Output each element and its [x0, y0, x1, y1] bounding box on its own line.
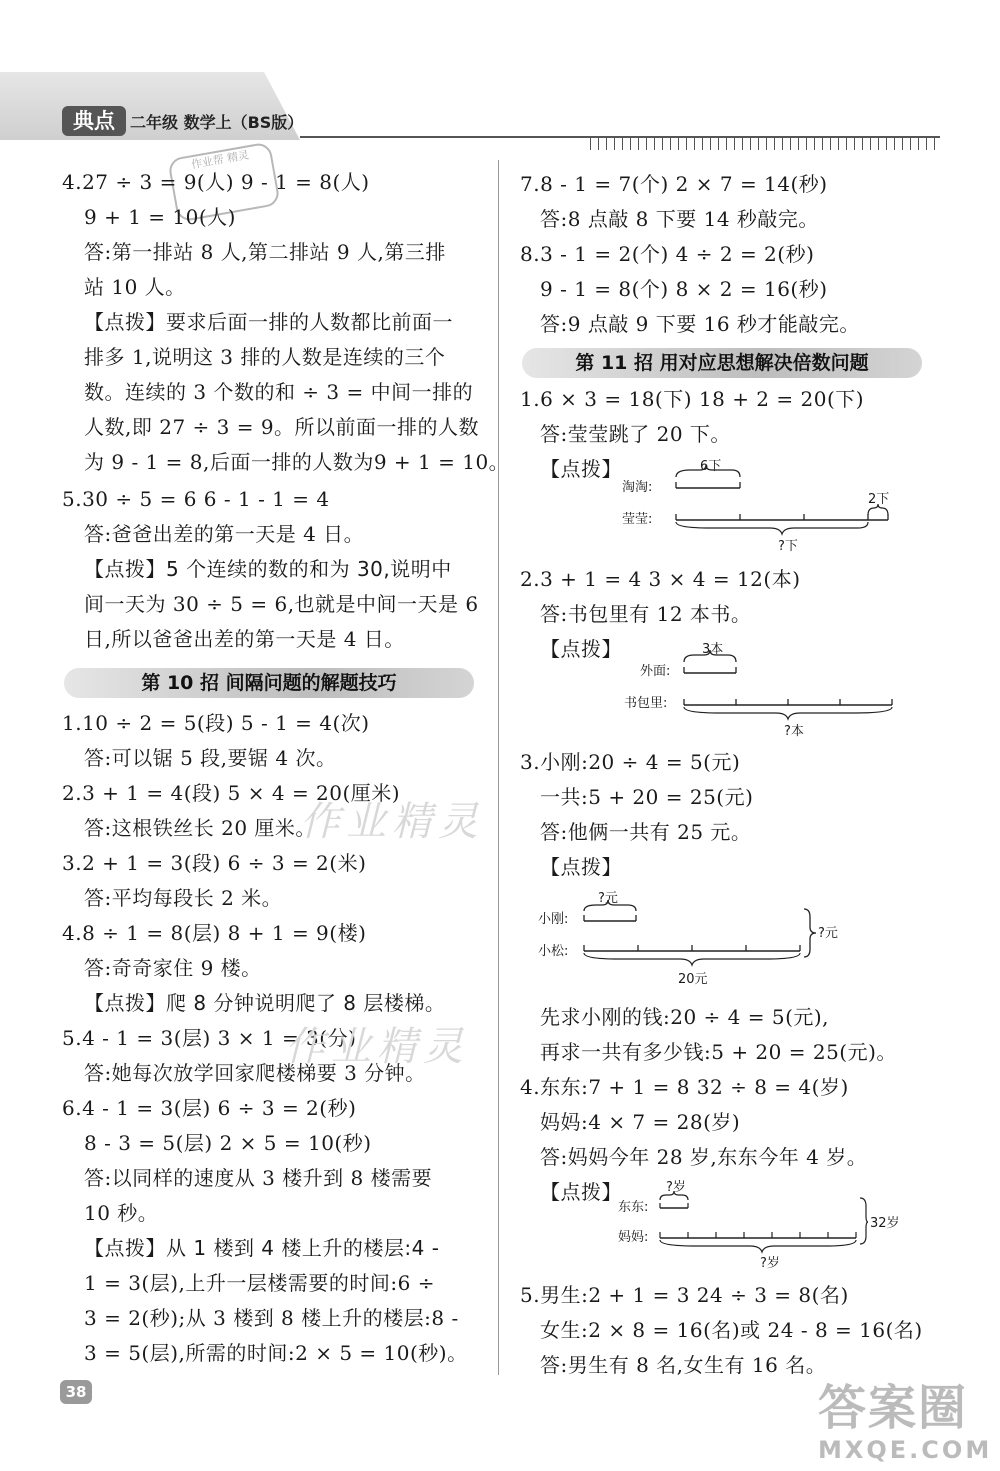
- answer-line: 妈妈:4 × 7 = 28(岁): [540, 1110, 741, 1134]
- answer-line: 4.东东:7 + 1 = 8 32 ÷ 8 = 4(岁): [520, 1075, 849, 1099]
- tip-line: 【点拨】爬 8 分钟说明爬了 8 层楼梯。: [84, 991, 446, 1015]
- brand-logo: 典点: [62, 106, 126, 136]
- diagram-label: 6下: [700, 459, 722, 474]
- diagram-label: ?本: [784, 724, 804, 739]
- page-number: 38: [60, 1380, 92, 1404]
- answer-line: 5.4 - 1 = 3(层) 3 × 1 = 3(分): [62, 1026, 357, 1050]
- tip-label: 【点拨】: [540, 457, 622, 481]
- section-heading-11: 第 11 招 用对应思想解决倍数问题: [522, 348, 922, 378]
- tip-line: 数。连续的 3 个数的和 ÷ 3 = 中间一排的: [84, 380, 474, 404]
- answer-line: 10 秒。: [84, 1201, 159, 1225]
- answer-line: 答:这根铁丝长 20 厘米。: [84, 816, 316, 840]
- answer-line: 2.3 + 1 = 4 3 × 4 = 12(本): [520, 567, 801, 591]
- diagram-label: ?下: [778, 539, 798, 554]
- book-title: 二年级 数学上（BS版）: [130, 113, 304, 132]
- corner-watermark: [818, 1380, 992, 1464]
- tip-line: 排多 1,说明这 3 排的人数是连续的三个: [84, 345, 446, 369]
- answer-line: 答:平均每段长 2 米。: [84, 886, 283, 910]
- answer-line: 8 - 3 = 5(层) 2 × 5 = 10(秒): [84, 1131, 372, 1155]
- answer-line: 7.8 - 1 = 7(个) 2 × 7 = 14(秒): [520, 172, 828, 196]
- diagram-label: 32岁: [870, 1216, 900, 1231]
- answer-line: 答:莹莹跳了 20 下。: [540, 422, 731, 446]
- diagram-label: 妈妈:: [618, 1230, 649, 1245]
- section-heading-10: 第 10 招 间隔问题的解题技巧: [64, 668, 474, 698]
- diagram-label: ?元: [818, 926, 838, 941]
- tip-line: 【点拨】从 1 楼到 4 楼上升的楼层:4 -: [84, 1236, 440, 1260]
- answer-line: 先求小刚的钱:20 ÷ 4 = 5(元),: [540, 1005, 830, 1029]
- diagram-label: 小刚:: [538, 912, 569, 927]
- corner-watermark-url: MXQE.COM: [818, 1436, 993, 1464]
- line-segment-diagram: [656, 1186, 868, 1258]
- tip-line: 人数,即 27 ÷ 3 = 9。所以前面一排的人数: [84, 415, 480, 439]
- answer-line: 5.30 ÷ 5 = 6 6 - 1 - 1 = 4: [62, 487, 330, 511]
- answer-line: 答:她每次放学回家爬楼梯要 3 分钟。: [84, 1061, 426, 1085]
- diagram-label: 3本: [702, 642, 724, 657]
- answer-line: 女生:2 × 8 = 16(名)或 24 - 8 = 16(名): [540, 1318, 923, 1342]
- tip-line: 【点拨】5 个连续的数的和为 30,说明中: [84, 557, 452, 581]
- answer-line: 答:书包里有 12 本书。: [540, 602, 752, 626]
- line-segment-diagram: [680, 645, 905, 725]
- answer-line: 站 10 人。: [84, 275, 186, 299]
- corner-watermark-title: 答案圈: [818, 1380, 969, 1436]
- answer-line: 答:9 点敲 9 下要 16 秒才能敲完。: [540, 312, 860, 336]
- diagram-label: 外面:: [640, 664, 671, 679]
- answer-line: 答:爸爸出差的第一天是 4 日。: [84, 522, 365, 546]
- answer-line: 1.6 × 3 = 18(下) 18 + 2 = 20(下): [520, 387, 865, 411]
- diagram-label: ?岁: [760, 1256, 780, 1271]
- answer-line: 9 - 1 = 8(个) 8 × 2 = 16(秒): [540, 277, 828, 301]
- diagram-label: ?元: [598, 891, 618, 906]
- diagram-label: 20元: [678, 972, 708, 987]
- answer-line: 3.小刚:20 ÷ 4 = 5(元): [520, 750, 741, 774]
- diagram-label: 莹莹:: [622, 512, 653, 527]
- tip-line: 日,所以爸爸出差的第一天是 4 日。: [84, 627, 405, 651]
- tip-label: 【点拨】: [540, 855, 622, 879]
- answer-line: 1.10 ÷ 2 = 5(段) 5 - 1 = 4(次): [62, 711, 370, 735]
- line-segment-diagram: [578, 895, 818, 970]
- column-divider: [498, 160, 499, 1375]
- answer-line: 答:男生有 8 名,女生有 16 名。: [540, 1353, 827, 1377]
- tip-line: 3 = 5(层),所需的时间:2 × 5 = 10(秒)。: [84, 1341, 468, 1365]
- answer-line: 答:第一排站 8 人,第二排站 9 人,第三排: [84, 240, 446, 264]
- answer-line: 4.27 ÷ 3 = 9(人) 9 - 1 = 8(人): [62, 170, 370, 194]
- diagram-label: 书包里:: [624, 696, 668, 711]
- answer-line: 6.4 - 1 = 3(层) 6 ÷ 3 = 2(秒): [62, 1096, 357, 1120]
- tip-line: 间一天为 30 ÷ 5 = 6,也就是中间一天是 6: [84, 592, 479, 616]
- answer-line: 答:8 点敲 8 下要 14 秒敲完。: [540, 207, 819, 231]
- watermark: 作业精灵: [285, 1024, 469, 1070]
- answer-line: 4.8 ÷ 1 = 8(层) 8 + 1 = 9(楼): [62, 921, 367, 945]
- diagram-label: ?岁: [666, 1180, 686, 1195]
- answer-line: 8.3 - 1 = 2(个) 4 ÷ 2 = 2(秒): [520, 242, 815, 266]
- answer-line: 3.2 + 1 = 3(段) 6 ÷ 3 = 2(米): [62, 851, 367, 875]
- answer-line: 再求一共有多少钱:5 + 20 = 25(元)。: [540, 1040, 897, 1064]
- answer-line: 答:以同样的速度从 3 楼升到 8 楼需要: [84, 1166, 433, 1190]
- tip-line: 1 = 3(层),上升一层楼需要的时间:6 ÷: [84, 1271, 435, 1295]
- tip-line: 为 9 - 1 = 8,后面一排的人数为9 + 1 = 10。: [84, 450, 510, 474]
- line-segment-diagram: [670, 460, 900, 540]
- diagram-label: 淘淘:: [622, 480, 653, 495]
- ruler-decoration: [590, 138, 940, 150]
- stamp-watermark: 作业帮 精灵: [167, 141, 281, 222]
- diagram-label: 2下: [868, 492, 890, 507]
- answer-line: 答:可以锯 5 段,要锯 4 次。: [84, 746, 337, 770]
- answer-line: 答:他俩一共有 25 元。: [540, 820, 752, 844]
- answer-line: 答:奇奇家住 9 楼。: [84, 956, 262, 980]
- diagram-label: 小松:: [538, 944, 569, 959]
- tip-label: 【点拨】: [540, 1180, 622, 1204]
- watermark: 作业精灵: [300, 799, 484, 845]
- tip-label: 【点拨】: [540, 637, 622, 661]
- diagram-label: 东东:: [618, 1200, 649, 1215]
- answer-line: 9 + 1 = 10(人): [84, 205, 236, 229]
- answer-line: 答:妈妈今年 28 岁,东东今年 4 岁。: [540, 1145, 868, 1169]
- tip-line: 3 = 2(秒);从 3 楼到 8 楼上升的楼层:8 -: [84, 1306, 459, 1330]
- answer-line: 一共:5 + 20 = 25(元): [540, 785, 754, 809]
- answer-line: 5.男生:2 + 1 = 3 24 ÷ 3 = 8(名): [520, 1283, 849, 1307]
- tip-line: 【点拨】要求后面一排的人数都比前面一: [84, 310, 453, 334]
- answer-line: 2.3 + 1 = 4(段) 5 × 4 = 20(厘米): [62, 781, 401, 805]
